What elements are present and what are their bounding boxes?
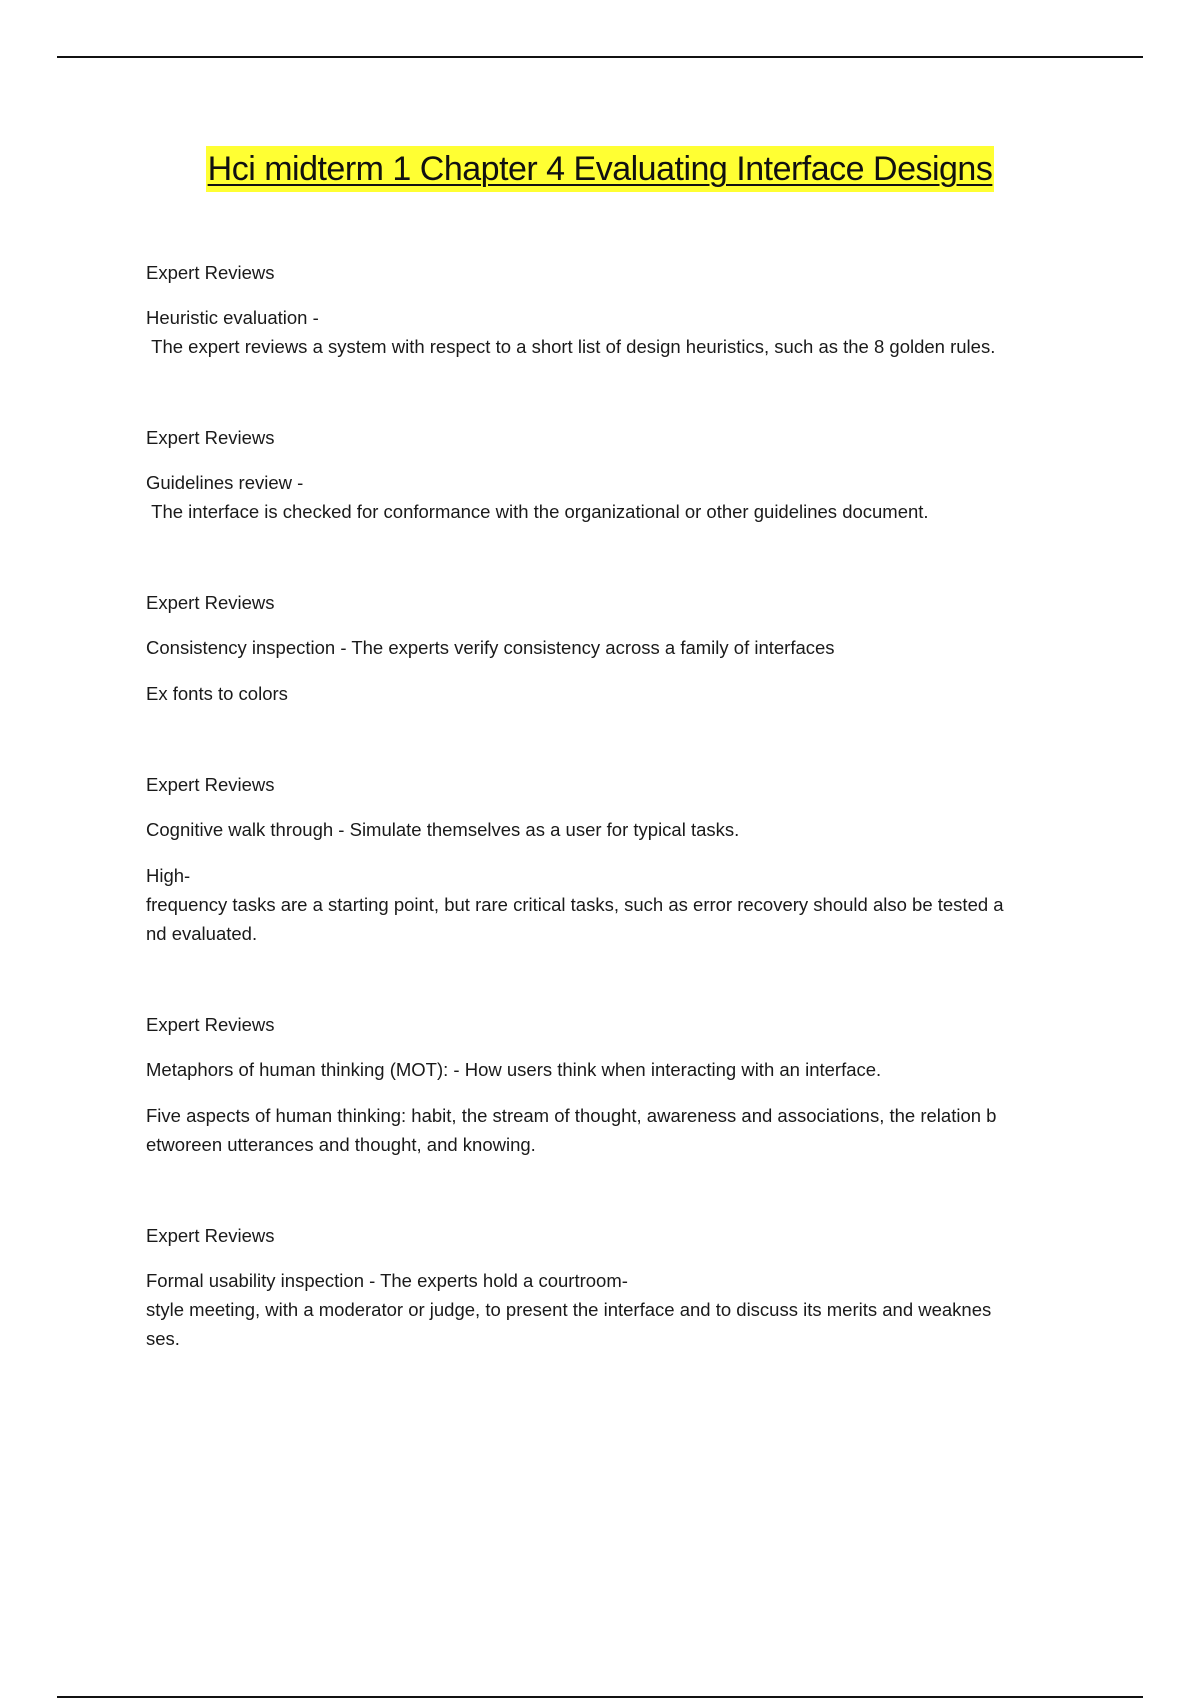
card-heading: Expert Reviews <box>146 1014 275 1035</box>
document-title: Hci midterm 1 Chapter 4 Evaluating Interface Designs <box>206 146 995 192</box>
card-text: Guidelines review - The interface is checked for conformance with the organizational or other guidelines document. <box>146 472 929 522</box>
flashcard <box>146 258 1086 361</box>
card-text: Heuristic evaluation - The expert reviews a system with respect to a short list of design heuristics, such as the 8 golden rules. <box>146 307 996 357</box>
card-text: High- frequency tasks are a starting point, but rare critical tasks, such as error recovery should also be tested a nd evaluated. <box>146 865 1004 944</box>
flashcard <box>146 1010 1086 1159</box>
card-heading: Expert Reviews <box>146 774 275 795</box>
flashcard <box>146 770 1086 948</box>
card-text: Formal usability inspection - The experts hold a courtroom- style meeting, with a moderator or judge, to present the interface and to discuss its merits and weaknes ses. <box>146 1270 992 1349</box>
card-text: Consistency inspection - The experts verify consistency across a family of interfaces <box>146 637 835 658</box>
flashcard <box>146 423 1086 526</box>
card-heading: Expert Reviews <box>146 427 275 448</box>
top-divider <box>57 56 1143 58</box>
card-heading: Expert Reviews <box>146 592 275 613</box>
card-heading: Expert Reviews <box>146 1225 275 1246</box>
bottom-divider <box>57 1696 1143 1698</box>
card-text: Five aspects of human thinking: habit, the stream of thought, awareness and associations, the relation b etworeen utterances and thought, and knowing. <box>146 1105 997 1155</box>
flashcard <box>146 588 1086 708</box>
title-container <box>0 146 1200 192</box>
card-text: Metaphors of human thinking (MOT): - How users think when interacting with an interface. <box>146 1059 882 1080</box>
document-body <box>146 258 1086 1353</box>
flashcard <box>146 1221 1086 1353</box>
card-text: Cognitive walk through - Simulate themselves as a user for typical tasks. <box>146 819 740 840</box>
card-heading: Expert Reviews <box>146 262 275 283</box>
card-text: Ex fonts to colors <box>146 683 288 704</box>
